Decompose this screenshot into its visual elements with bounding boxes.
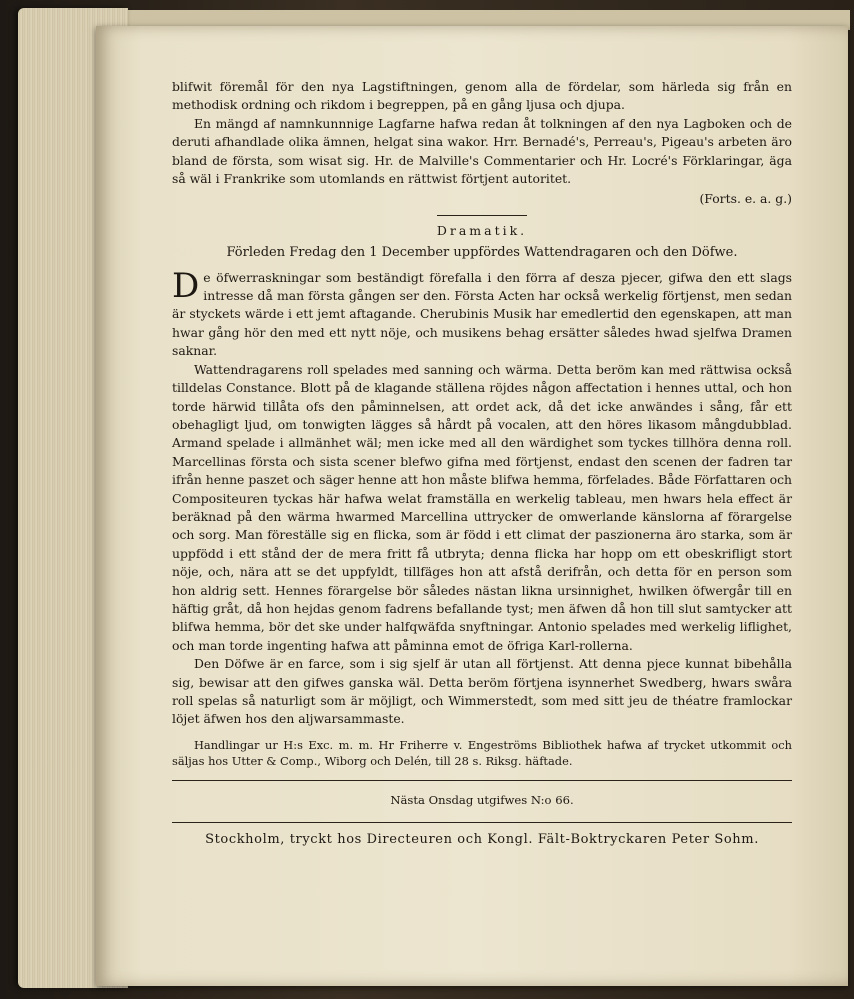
article-paragraph-1 [172,265,792,361]
intro-paragraph-2: En mängd af namnkunnnige Lagfarne hafwa redan åt tolkningen af den nya Lagboken och de deruti afhandlade olika ämnen, helgat sina wakor. Hrr. Bernadé's, Perreau's, Pigeau's arbeten äro bland de första, som wisat sig. Hr. de Malville's Commentarier och Hr. Locré's Förklaringar, äga så wäl i Frankrike som utomlands en rättwist förtjent autoritet. [172,115,792,187]
continued-note: (Forts. e. a. g.) [699,191,792,207]
next-issue-note: Nästa Onsdag utgifwes N:o 66. [390,793,574,808]
section-heading: Dramatik. [436,222,528,238]
article-subheading: Förleden Fredag den 1 December uppfördes Wattendragaren och den Döfwe. [226,245,738,261]
imprint-divider [172,822,792,823]
drop-capital: D [172,265,200,306]
article-paragraph-3: Den Döfwe är en farce, som i sig sjelf är utan all förtjenst. Att denna pjece kunnat bibehålla sig, bewisar att den gifwes ganska wäl. Detta beröm förtjena isynnerhet Swedberg, hwars swåra roll spelas så naturligt som är möjligt, och Wimmerstedt, som med sitt jeu de théatre framlockar löjet äfwen hos den aljwarsammaste. [172,656,792,727]
article-paragraph-1-text: e öfwerraskningar som beständigt förefalla i den förra af desza pjecer, gifwa den ett slags intresse då man första gången ser den. Första Acten har också werkelig förtjenst, men sedan är styckets wärde i ett jemt aftagande. Cherubinis Musik har emedlertid den egenskapen, att man hwar gång hör den med ett nytt nöje, och musikens behag ersätter således hwad sjelfwa Dramen saknar. [172,269,792,359]
page-text [172,78,792,849]
section-divider [437,215,527,216]
notice-divider [172,780,792,781]
newspaper-page [96,26,848,986]
printer-imprint: Stockholm, tryckt hos Directeuren och Kongl. Fält-Boktryckaren Peter Sohm. [205,831,759,847]
intro-paragraph-1: blifwit föremål för den nya Lagstiftningen, genom alla de fördelar, som härleda sig från en methodisk ordning och rikdom i begreppen, på en gång ljusa och djupa. [172,79,792,113]
article-paragraph-2: Wattendragarens roll spelades med sanning och wärma. Detta beröm kan med rättwisa också tilldelas Constance. Blott på de klagande ställena röjdes någon affectation i hennes uttal, och hon torde härwid tillåta ofs den påminnelsen, att ordet ack, då det icke anwändes i sång, får ett obehagligt ljud, om tonwigten lägges så hårdt på vocalen, att den höres likasom mångdubblad. Armand spelade i allmänhet wäl; men icke med all den wärdighet som tyckes tillhöra denna roll. Marcellinas första och sista scener blefwo gifna med förtjenst, endast den scenen der fadren tar ifrån henne paszet och säger henne att hon måste blifwa hemma, förfelades. Både Författaren och Compositeuren tyckas här hafwa welat framställa en werkelig tableau, men hwars hela effect är beräknad på den wärma hwarmed Marcellina uttrycker de omwerlande känslorna af förargelse och sorg. Man föreställe sig en flicka, som är född i ett climat der paszionerna äro starka, som är uppfödd i ett stånd der de mera fritt få utbryta; denna flicka har hopp om ett obeskrifligt stort nöje, och, nära att se det uppfyldt, tillfäges hon att afstå derifrån, och detta för en person som hon aldrig sett. Hennes förargelse bör således nästan likna ursinnighet, hwilken öfwergår till en häftig gråt, då hon hejdas genom fadrens befallande tyst; men äfwen då hon till slut samtycker att blifwa hemma, bör det ske under halfqwäfda snyftningar. Antonio spelades med werkelig liflighet, och man torde ingenting hafwa att påminna emot de öfriga Karl-rollerna. [172,361,792,653]
publication-notice: Handlingar ur H:s Exc. m. m. Hr Friherre v. Engeströms Bibliothek hafwa af trycket utkommit och säljas hos Utter & Comp., Wiborg och Delén, till 28 s. Riksg. häftade. [172,737,792,768]
